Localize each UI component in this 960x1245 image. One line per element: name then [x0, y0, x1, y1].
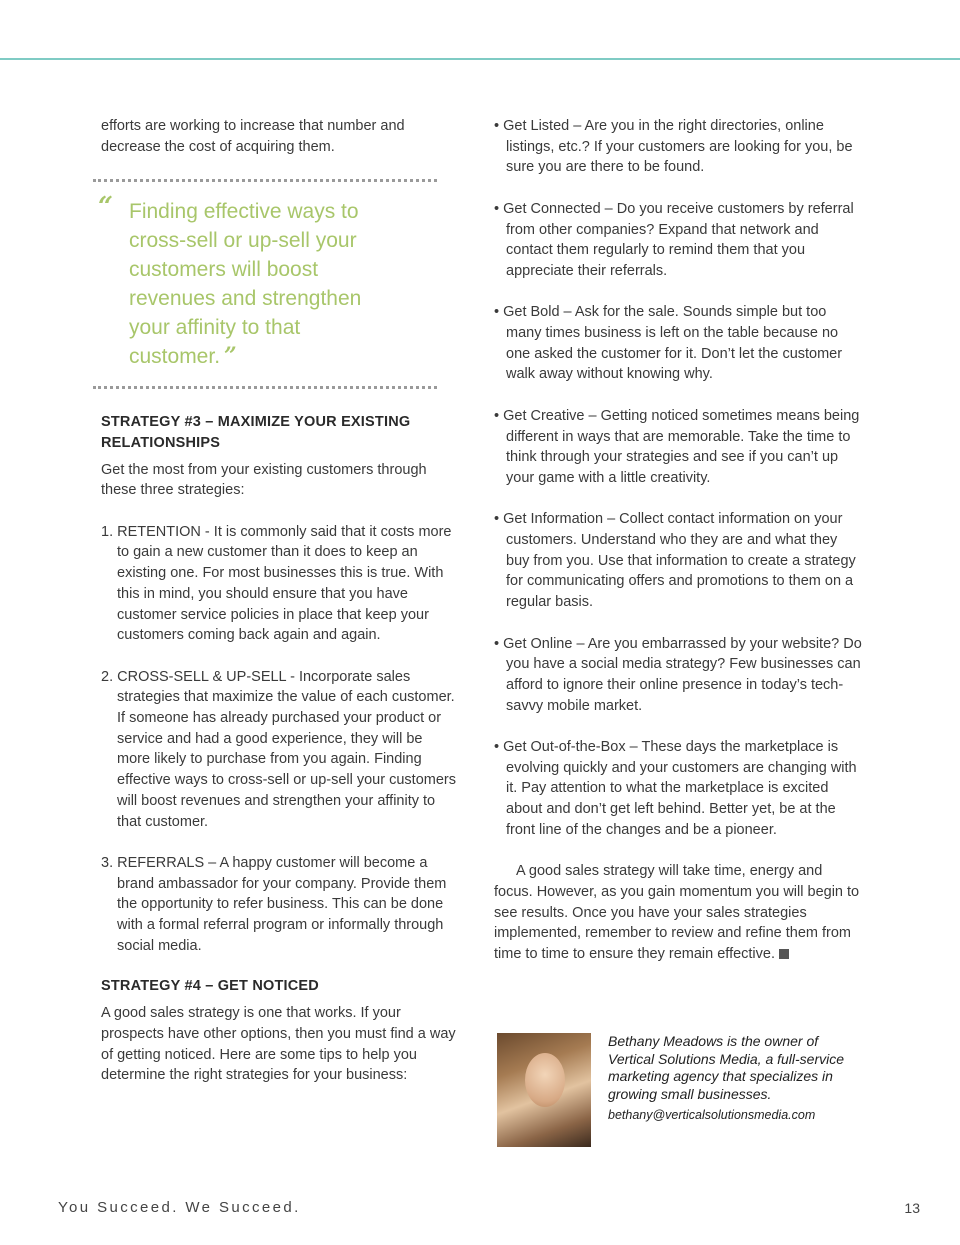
left-column — [98, 116, 457, 1086]
list-item-cross-sell: 2. CROSS-SELL & UP-SELL - Incorporate sales strategies that maximize the value of each customer. If someone has already purchased your product or service and had a good experience, they will be more likely to purchase from you again. Finding effective ways to cross-sell or up-sell your customers will boost revenues and strengthen your affinity to that customer. — [101, 668, 456, 830]
author-photo — [497, 1033, 591, 1147]
closing-paragraph: A good sales strategy will take time, energy and focus. However, as you gain momentum you will begin to see results. Once you have your sales strategies implemented, remember to review and refine them from time to time to ensure they remain effective. — [494, 863, 860, 963]
strategy3-heading: STRATEGY #3 – MAXIMIZE YOUR EXISTING RELATIONSHIPS — [101, 414, 411, 451]
tip-get-online: • Get Online – Are you embarrassed by your website? Do you have a social media strategy? Few businesses can afford to ignore their online presence in today’s tech-savvy mobile market. — [494, 635, 862, 714]
tip-get-bold: • Get Bold – Ask for the sale. Sounds simple but too many times business is left on the table because no one asked the customer for it. Don’t let the customer walk away without knowing why. — [494, 304, 843, 383]
top-rule — [0, 58, 960, 60]
open-quote-icon: “ — [98, 192, 113, 223]
close-quote-icon: ” — [224, 343, 237, 370]
tip-get-connected: • Get Connected – Do you receive customers by referral from other companies? Expand that network and contact them regularly to remind them that you appreciate their referrals. — [494, 200, 854, 279]
list-item-retention: 1. RETENTION - It is commonly said that it costs more to gain a new customer than it does to keep an existing one. For most businesses this is true. With this in mind, you should ensure that you have customer service policies in place that keep your customers coming back again and again. — [101, 523, 452, 644]
intro-paragraph: efforts are working to increase that number and decrease the cost of acquiring them. — [101, 118, 405, 155]
strategy4-body: A good sales strategy is one that works. If your prospects have other options, then you must find a way of getting noticed. Here are some tips to help you determine the right strategies for your business: — [101, 1005, 456, 1084]
page-number: 13 — [904, 1200, 920, 1216]
author-description: Bethany Meadows is the owner of Vertical Solutions Media, a full-service marketing agency that specializes in growing small businesses. — [608, 1033, 845, 1102]
right-column — [494, 116, 864, 965]
list-item-referrals: 3. REFERRALS – A happy customer will become a brand ambassador for your company. Provide them the opportunity to refer business. This can be done with a formal referral program or informally through social media. — [101, 854, 447, 954]
tip-get-information: • Get Information – Collect contact information on your customers. Understand who they are and what they buy from you. Use that information to create a strategy for communicating offers and promotions to them on a regular basis. — [494, 511, 856, 611]
strategy4-heading: STRATEGY #4 – GET NOTICED — [101, 978, 319, 995]
author-email[interactable]: bethany@verticalsolutionsmedia.com — [608, 1108, 816, 1122]
tip-get-out-of-the-box: • Get Out-of-the-Box – These days the marketplace is evolving quickly and your customers are changing with it. Pay attention to what the marketplace is excited about and don’t get left behind. Better yet, be at the front line of the changes and be a pioneer. — [494, 739, 857, 838]
end-mark-icon — [779, 949, 789, 959]
tip-get-creative: • Get Creative – Getting noticed sometimes means being different in ways that are memorable. Take the time to think through your strategies and see if you can’t up your game with a little creativity. — [494, 407, 860, 486]
pull-quote-text: Finding effective ways to cross-sell or up-sell your customers will boost revenues and strengthen your affinity to that customer. — [129, 200, 362, 369]
strategy3-intro: Get the most from your existing customers through these three strategies: — [101, 461, 427, 499]
tip-get-listed: • Get Listed – Are you in the right directories, online listings, etc.? If your customers are looking for you, be sure you are there to be found. — [494, 118, 853, 176]
divider-dotted-top — [93, 179, 437, 182]
footer-tagline: You Succeed. We Succeed. — [58, 1199, 301, 1216]
pull-quote — [98, 192, 457, 372]
